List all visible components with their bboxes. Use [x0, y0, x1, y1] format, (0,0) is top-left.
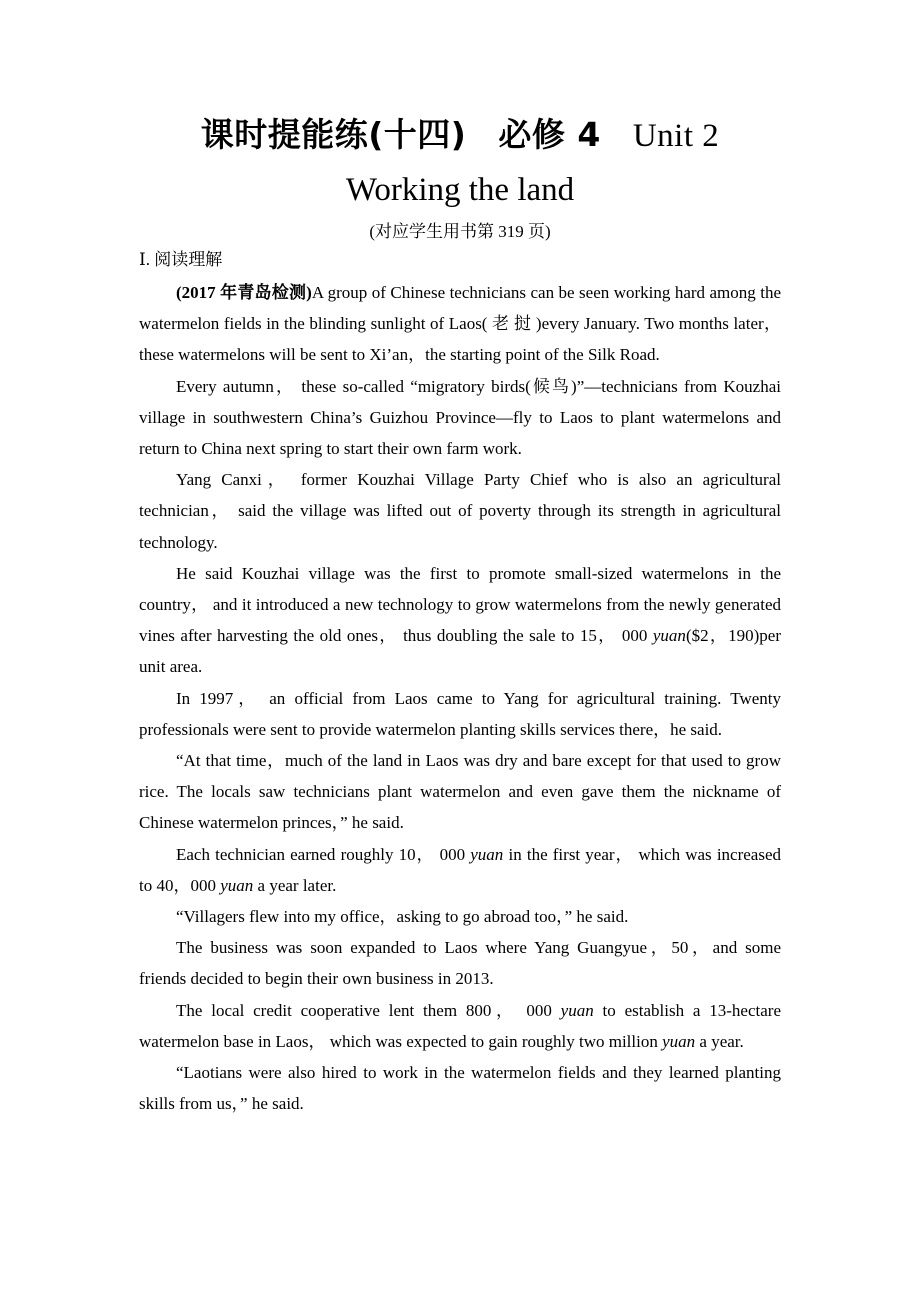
paragraph-1: (2017 年青岛检测)A group of Chinese technicians can be seen working hard among the watermelon fields in the blinding sunlight of Laos( 老 挝 )every January. Two months later，these watermelons will be sent to Xi’an，the starting point of the Silk Road.: [139, 283, 781, 365]
page-title: [139, 110, 781, 161]
paragraph-2: Every autumn， these so-called “migratory birds(候鸟)”—technicians from Kouzhai village in southwestern China’s Guizhou Province—fly to Laos to plant watermelons and return to China next spring to start their own farm work.: [139, 376, 781, 459]
title-unit: Unit 2: [632, 118, 720, 154]
paragraph-10: The local credit cooperative lent them 800， 000 yuan to establish a 13-hectare watermelon base in Laos， which was expected to gain roughly two million yuan a year.: [139, 1000, 781, 1051]
section-heading: Ⅰ. 阅读理解: [139, 250, 223, 269]
source-label: (2017 年青岛检测): [176, 283, 312, 302]
paragraph-7: Each technician earned roughly 10， 000 yuan in the first year， which was increased to 40，000 yuan a year later.: [139, 844, 782, 895]
title-book: 必修 4: [498, 115, 601, 154]
paragraph-9: The business was soon expanded to Laos where Yang Guangyue，50，and some friends decided to begin their own business in 2013.: [139, 938, 781, 989]
title-chinese: 课时提能练(十四): [200, 115, 467, 154]
page-reference-note: (对应学生用书第 319 页): [369, 222, 551, 241]
paragraph-3: Yang Canxi， former Kouzhai Village Party Chief who is also an agricultural technician， said the village was lifted out of poverty through its strength in agricultural technology.: [139, 470, 781, 552]
unit-subtitle: Working the land: [345, 172, 575, 208]
paragraph-11: “Laotians were also hired to work in the watermelon fields and they learned planting skills from us，” he said.: [139, 1063, 781, 1114]
paragraph-8: “Villagers flew into my office，asking to go abroad too，” he said.: [176, 907, 629, 927]
document-page: [139, 110, 781, 1119]
paragraph-6: “At that time，much of the land in Laos was dry and bare except for that used to grow rice. The locals saw technicians plant watermelon and even gave them the nickname of Chinese watermelon princes，” he said.: [139, 751, 781, 833]
paragraph-5: In 1997， an official from Laos came to Yang for agricultural training. Twenty professionals were sent to provide watermelon planting skills services there，he said.: [139, 688, 781, 739]
paragraph-4: He said Kouzhai village was the first to promote small-sized watermelons in the country， and it introduced a new technology to grow watermelons from the newly generated vines after harvesting the old ones， thus doubling the sale to 15， 000 yuan($2，190)per unit area.: [139, 563, 781, 677]
